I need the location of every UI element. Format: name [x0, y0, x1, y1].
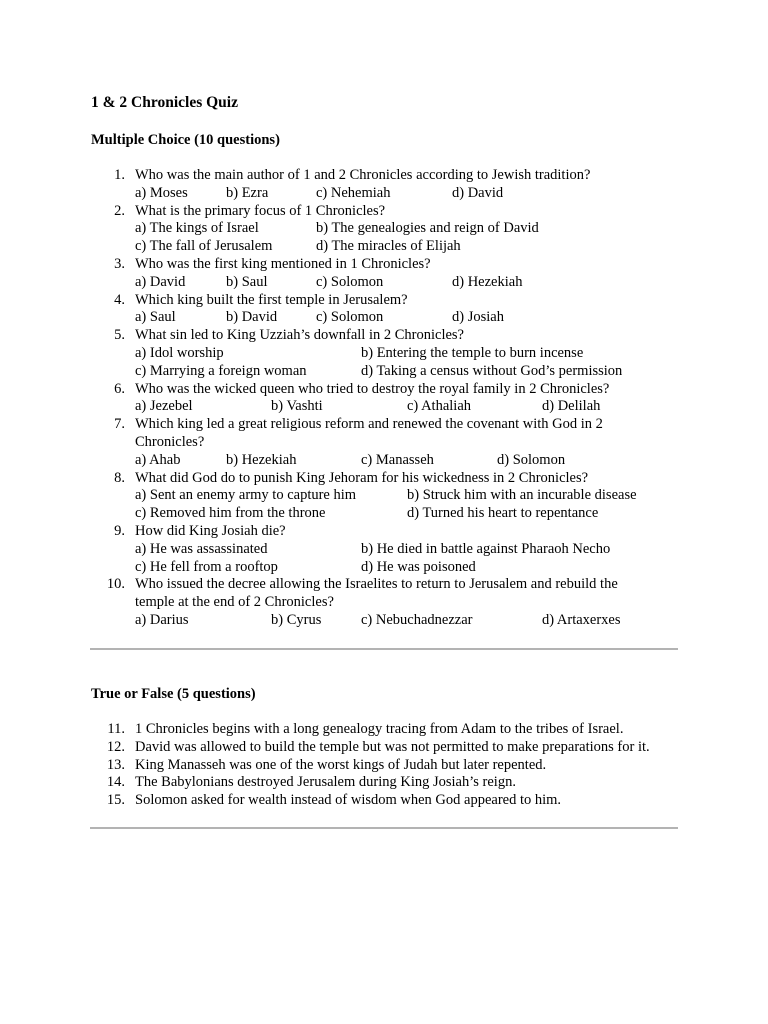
- option-a: a) David: [135, 273, 186, 290]
- question-6: [91, 381, 691, 399]
- option-c: c) The fall of Jerusalem: [135, 238, 273, 255]
- question-10-options: [91, 612, 691, 630]
- option-a: a) Saul: [135, 309, 176, 326]
- question-text: Who issued the decree allowing the Israelites to return to Jerusalem and rebuild the: [135, 576, 618, 593]
- question-3: [91, 256, 691, 274]
- option-d: d) Turned his heart to repentance: [407, 505, 599, 522]
- question-number: 5.: [114, 327, 125, 344]
- question-number: 14.: [106, 774, 125, 791]
- question-text: Who was the wicked queen who tried to destroy the royal family in 2 Chronicles?: [135, 380, 610, 397]
- option-c: c) Solomon: [316, 273, 384, 290]
- question-1-options: [91, 185, 691, 203]
- question-5-options-row-1: [91, 345, 691, 363]
- option-b: b) The genealogies and reign of David: [316, 220, 539, 237]
- question-text: What is the primary focus of 1 Chronicles?: [135, 202, 386, 219]
- option-c: c) Solomon: [316, 309, 384, 326]
- question-text: Solomon asked for wealth instead of wisdom when God appeared to him.: [135, 792, 562, 809]
- option-c: c) Marrying a foreign woman: [135, 362, 307, 379]
- option-d: d) Artaxerxes: [542, 611, 621, 628]
- question-4-options: [91, 309, 691, 327]
- question-5-options-row-2: [91, 363, 691, 381]
- question-2-options-row-1: [91, 220, 691, 238]
- question-number: 3.: [114, 255, 125, 272]
- option-b: b) Struck him with an incurable disease: [407, 487, 637, 504]
- question-13: [91, 757, 691, 775]
- option-b: b) Ezra: [226, 184, 269, 201]
- option-c: c) Athaliah: [407, 398, 472, 415]
- question-text: Who was the first king mentioned in 1 Chronicles?: [135, 255, 431, 272]
- question-text: How did King Josiah die?: [135, 522, 286, 539]
- question-number: 9.: [114, 522, 125, 539]
- section-divider: [90, 827, 678, 829]
- question-7-continued: [91, 434, 691, 452]
- option-d: d) Hezekiah: [452, 273, 523, 290]
- multiple-choice-heading: Multiple Choice (10 questions): [91, 132, 280, 148]
- question-number: 8.: [114, 469, 125, 486]
- question-10-continued: [91, 594, 691, 612]
- question-1: [91, 167, 691, 185]
- question-number: 12.: [106, 738, 125, 755]
- question-2: [91, 203, 691, 221]
- question-text: David was allowed to build the temple but was not permitted to make preparations for it.: [135, 738, 650, 755]
- question-number: 1.: [114, 167, 125, 183]
- option-b: b) Hezekiah: [226, 451, 297, 468]
- option-a: a) Darius: [135, 611, 189, 628]
- question-number: 7.: [114, 416, 125, 433]
- option-d: d) Delilah: [542, 398, 601, 415]
- option-c: c) Nebuchadnezzar: [361, 611, 473, 628]
- option-b: b) Vashti: [271, 398, 323, 415]
- question-text: The Babylonians destroyed Jerusalem during King Josiah’s reign.: [135, 774, 516, 791]
- question-number: 2.: [114, 202, 125, 219]
- question-number: 4.: [114, 291, 125, 308]
- question-14: [91, 774, 691, 792]
- question-number: 15.: [106, 792, 125, 809]
- question-8-options-row-2: [91, 505, 691, 523]
- question-text: King Manasseh was one of the worst kings of Judah but later repented.: [135, 756, 547, 773]
- question-text: Which king built the first temple in Jerusalem?: [135, 291, 408, 308]
- question-text: What sin led to King Uzziah’s downfall in 2 Chronicles?: [135, 327, 464, 344]
- option-b: b) Saul: [226, 273, 268, 290]
- question-9-options-row-2: [91, 559, 691, 577]
- option-d: d) Taking a census without God’s permission: [361, 362, 623, 379]
- option-a: a) Sent an enemy army to capture him: [135, 487, 357, 504]
- option-a: a) Jezebel: [135, 398, 193, 415]
- question-11: [91, 721, 691, 739]
- option-c: c) Manasseh: [361, 451, 434, 468]
- option-b: b) He died in battle against Pharaoh Necho: [361, 540, 611, 557]
- section-divider: [90, 648, 678, 650]
- option-b: b) Entering the temple to burn incense: [361, 344, 584, 361]
- question-text: Who was the main author of 1 and 2 Chronicles according to Jewish tradition?: [135, 167, 591, 183]
- question-7: [91, 416, 691, 434]
- option-a: a) The kings of Israel: [135, 220, 259, 237]
- question-2-options-row-2: [91, 238, 691, 256]
- question-text: What did God do to punish King Jehoram for his wickedness in 2 Chronicles?: [135, 469, 589, 486]
- question-9-options-row-1: [91, 541, 691, 559]
- question-9: [91, 523, 691, 541]
- question-number: 11.: [107, 721, 125, 737]
- question-12: [91, 739, 691, 757]
- question-text: Chronicles?: [135, 433, 205, 450]
- question-text: Which king led a great religious reform and renewed the covenant with God in 2: [135, 416, 603, 433]
- question-7-options: [91, 452, 691, 470]
- option-d: d) He was poisoned: [361, 558, 476, 575]
- question-number: 10.: [106, 576, 125, 593]
- option-c: c) Removed him from the throne: [135, 505, 326, 522]
- option-d: d) Josiah: [452, 309, 504, 326]
- multiple-choice-list: [91, 167, 691, 630]
- option-a: a) He was assassinated: [135, 540, 268, 557]
- question-8-options-row-1: [91, 487, 691, 505]
- question-5: [91, 327, 691, 345]
- option-d: d) Solomon: [497, 451, 566, 468]
- option-a: a) Ahab: [135, 451, 181, 468]
- option-c: c) He fell from a rooftop: [135, 558, 278, 575]
- question-text: temple at the end of 2 Chronicles?: [135, 594, 334, 611]
- true-false-list: [91, 721, 691, 810]
- option-c: c) Nehemiah: [316, 184, 391, 201]
- option-d: d) The miracles of Elijah: [316, 238, 461, 255]
- question-text: 1 Chronicles begins with a long genealogy tracing from Adam to the tribes of Israel.: [135, 721, 624, 737]
- question-4: [91, 292, 691, 310]
- option-b: b) Cyrus: [271, 611, 322, 628]
- option-b: b) David: [226, 309, 278, 326]
- question-10: [91, 576, 691, 594]
- question-3-options: [91, 274, 691, 292]
- question-number: 6.: [114, 380, 125, 397]
- quiz-title: 1 & 2 Chronicles Quiz: [91, 94, 238, 111]
- question-8: [91, 470, 691, 488]
- question-6-options: [91, 398, 691, 416]
- option-a: a) Moses: [135, 184, 188, 201]
- option-d: d) David: [452, 184, 504, 201]
- true-false-heading: True or False (5 questions): [91, 686, 256, 702]
- question-15: [91, 792, 691, 810]
- question-number: 13.: [106, 756, 125, 773]
- option-a: a) Idol worship: [135, 344, 224, 361]
